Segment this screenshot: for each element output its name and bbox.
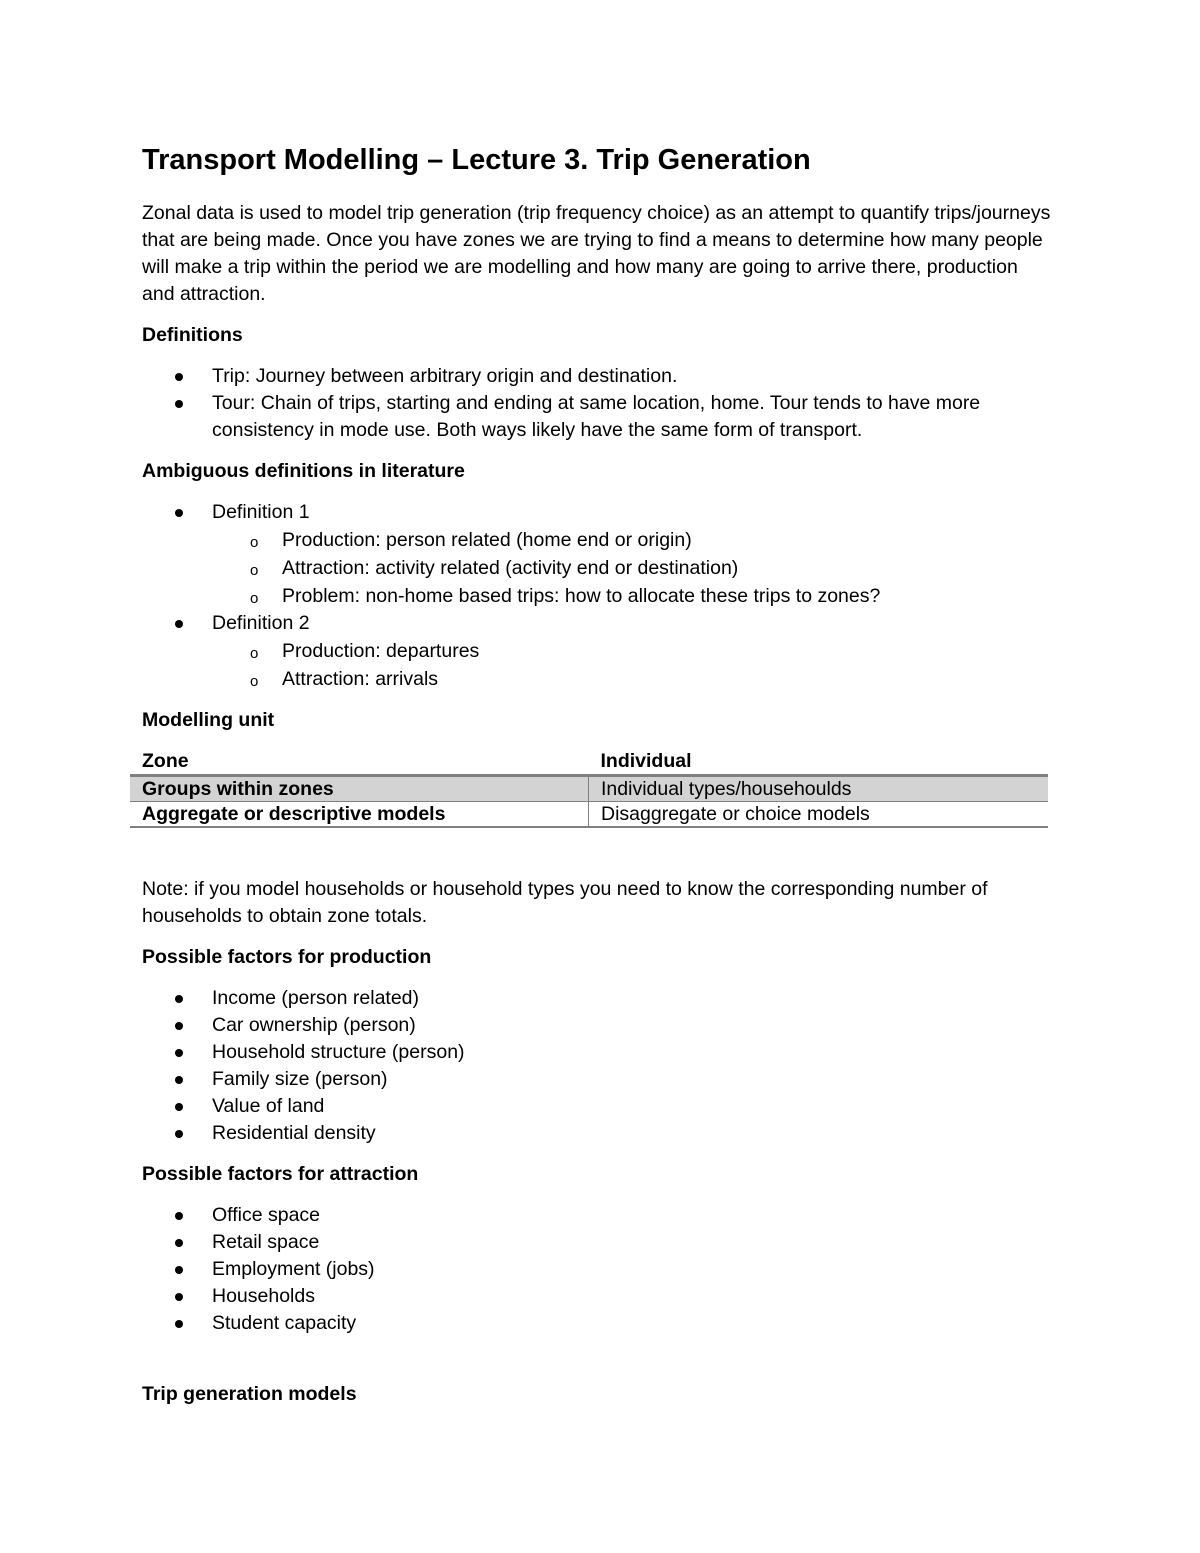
circle-bullet-icon: o bbox=[250, 645, 259, 662]
list-item: Student capacity bbox=[142, 1310, 1052, 1337]
bullet-icon bbox=[175, 1022, 183, 1030]
list-item: Tour: Chain of trips, starting and ending at same location, home. Tour tends to have more consistency in mode use. Both ways likely have the same form of transport. bbox=[142, 390, 1052, 444]
bullet-icon bbox=[175, 400, 183, 408]
circle-bullet-icon: o bbox=[250, 562, 259, 579]
definition-1-sublist bbox=[212, 526, 1052, 610]
bullet-icon bbox=[175, 1130, 183, 1138]
definition-1-label: Definition 1 bbox=[212, 501, 310, 523]
document-page bbox=[142, 142, 1052, 1422]
circle-bullet-icon: o bbox=[250, 590, 259, 607]
modelling-unit-table bbox=[130, 748, 1048, 828]
list-item: Car ownership (person) bbox=[142, 1012, 1052, 1039]
list-item: Income (person related) bbox=[142, 985, 1052, 1012]
list-item: Employment (jobs) bbox=[142, 1256, 1052, 1283]
bullet-icon bbox=[175, 1293, 183, 1301]
sub-list-item: o Problem: non-home based trips: how to allocate these trips to zones? bbox=[250, 585, 881, 607]
bullet-icon bbox=[175, 509, 183, 517]
bullet-icon bbox=[175, 1103, 183, 1111]
page-title: Transport Modelling – Lecture 3. Trip Generation bbox=[142, 144, 811, 176]
definitions-list bbox=[142, 363, 1052, 444]
attraction-list bbox=[142, 1202, 1052, 1337]
table-cell: Aggregate or descriptive models bbox=[130, 802, 589, 828]
sub-list-item: o Production: person related (home end or origin) bbox=[250, 529, 692, 551]
table-header-zone: Zone bbox=[130, 748, 589, 776]
list-item: Household structure (person) bbox=[142, 1039, 1052, 1066]
ambiguous-heading: Ambiguous definitions in literature bbox=[142, 460, 465, 482]
definition-2-sublist bbox=[212, 637, 1052, 693]
list-item: Residential density bbox=[142, 1120, 1052, 1147]
list-item: Households bbox=[142, 1283, 1052, 1310]
sub-list-item: o Attraction: activity related (activity end or destination) bbox=[250, 557, 739, 579]
table-row bbox=[130, 802, 1048, 828]
bullet-icon bbox=[175, 620, 183, 628]
sub-list-item: o Attraction: arrivals bbox=[250, 668, 439, 690]
list-item bbox=[142, 610, 1052, 693]
definitions-heading: Definitions bbox=[142, 324, 243, 346]
production-list bbox=[142, 985, 1052, 1147]
bullet-icon bbox=[175, 1076, 183, 1084]
bullet-icon bbox=[175, 1212, 183, 1220]
list-item: Office space bbox=[142, 1202, 1052, 1229]
bullet-icon bbox=[175, 1239, 183, 1247]
table-header-row bbox=[130, 748, 1048, 776]
modelling-unit-heading: Modelling unit bbox=[142, 709, 275, 731]
attraction-heading: Possible factors for attraction bbox=[142, 1163, 419, 1185]
production-heading: Possible factors for production bbox=[142, 946, 432, 968]
trip-models-heading: Trip generation models bbox=[142, 1383, 357, 1405]
bullet-icon bbox=[175, 1266, 183, 1274]
list-item: Family size (person) bbox=[142, 1066, 1052, 1093]
table-cell: Groups within zones bbox=[130, 776, 589, 802]
definition-2-label: Definition 2 bbox=[212, 612, 310, 634]
note-paragraph: Note: if you model households or household types you need to know the corresponding number of households to obtain zone totals. bbox=[142, 878, 988, 927]
circle-bullet-icon: o bbox=[250, 673, 259, 690]
bullet-icon bbox=[175, 1320, 183, 1328]
bullet-icon bbox=[175, 995, 183, 1003]
list-item: Retail space bbox=[142, 1229, 1052, 1256]
bullet-icon bbox=[175, 373, 183, 381]
list-item: Value of land bbox=[142, 1093, 1052, 1120]
circle-bullet-icon: o bbox=[250, 534, 259, 551]
table-cell: Disaggregate or choice models bbox=[589, 802, 1049, 828]
sub-list-item: o Production: departures bbox=[250, 640, 480, 662]
list-item: Trip: Journey between arbitrary origin and destination. bbox=[142, 363, 1052, 390]
intro-paragraph: Zonal data is used to model trip generation (trip frequency choice) as an attempt to quantify trips/journeys that are being made. Once you have zones we are trying to find a means to determine how many people will make a trip within the period we are modelling and how many are going to arrive there, production and attraction. bbox=[142, 202, 1051, 305]
list-item bbox=[142, 499, 1052, 610]
table-row bbox=[130, 776, 1048, 802]
ambiguous-list bbox=[142, 499, 1052, 693]
table-cell: Individual types/househoulds bbox=[589, 776, 1049, 802]
table-header-individual: Individual bbox=[589, 748, 1049, 776]
bullet-icon bbox=[175, 1049, 183, 1057]
